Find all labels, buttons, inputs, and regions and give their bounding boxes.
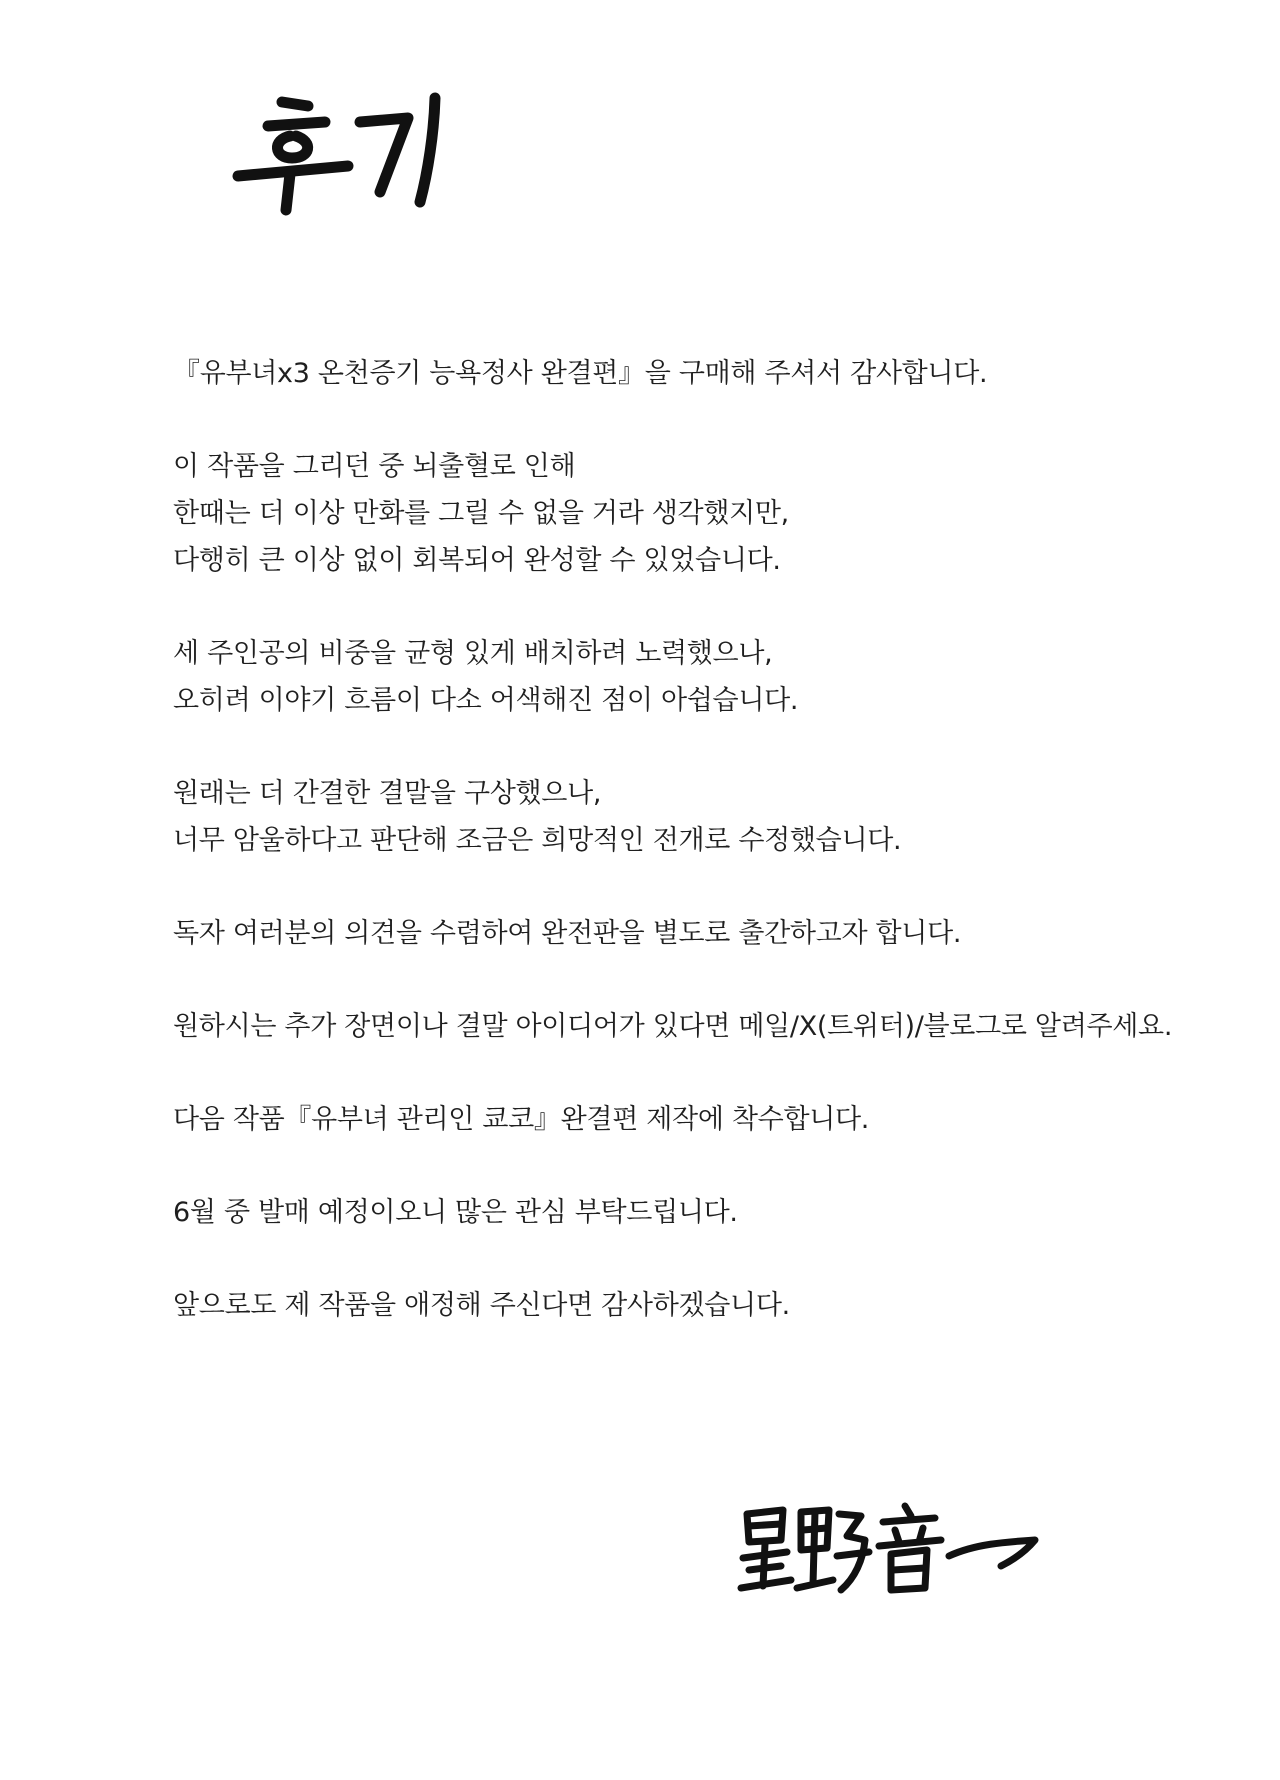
text-line: 이 작품을 그리던 중 뇌출혈로 인해	[173, 451, 576, 482]
paragraph	[173, 443, 1233, 584]
paragraph	[173, 1189, 1233, 1236]
afterword-title-handwritten	[230, 92, 460, 222]
paragraph	[173, 1282, 1233, 1329]
author-signature-handwritten	[735, 1500, 1045, 1600]
text-line: 6월 중 발매 예정이오니 많은 관심 부탁드립니다.	[173, 1197, 738, 1228]
paragraph	[173, 1096, 1233, 1143]
text-line: 독자 여러분의 의견을 수렴하여 완전판을 별도로 출간하고자 합니다.	[173, 918, 962, 949]
text-line: 원래는 더 간결한 결말을 구상했으나,	[173, 778, 602, 809]
paragraph	[173, 910, 1233, 957]
paragraph	[173, 350, 1233, 397]
paragraph	[173, 1003, 1233, 1050]
text-line: 너무 암울하다고 판단해 조금은 희망적인 전개로 수정했습니다.	[173, 825, 902, 856]
text-line: 다음 작품『유부녀 관리인 쿄코』완결편 제작에 착수합니다.	[173, 1104, 870, 1135]
text-line: 세 주인공의 비중을 균형 있게 배치하려 노력했으나,	[173, 638, 773, 669]
text-line: 한때는 더 이상 만화를 그릴 수 없을 거라 생각했지만,	[173, 498, 789, 529]
text-line: 원하시는 추가 장면이나 결말 아이디어가 있다면 메일/X(트위터)/블로그로 알려주세요.	[173, 1011, 1173, 1042]
text-line: 다행히 큰 이상 없이 회복되어 완성할 수 있었습니다.	[173, 545, 781, 576]
paragraph	[173, 770, 1233, 864]
text-line: 『유부녀x3 온천증기 능욕정사 완결편』을 구매해 주셔서 감사합니다.	[173, 358, 988, 389]
text-line: 오히려 이야기 흐름이 다소 어색해진 점이 아쉽습니다.	[173, 685, 799, 716]
text-line: 앞으로도 제 작품을 애정해 주신다면 감사하겠습니다.	[173, 1290, 790, 1321]
paragraph	[173, 630, 1233, 724]
afterword-body	[173, 350, 1233, 1375]
